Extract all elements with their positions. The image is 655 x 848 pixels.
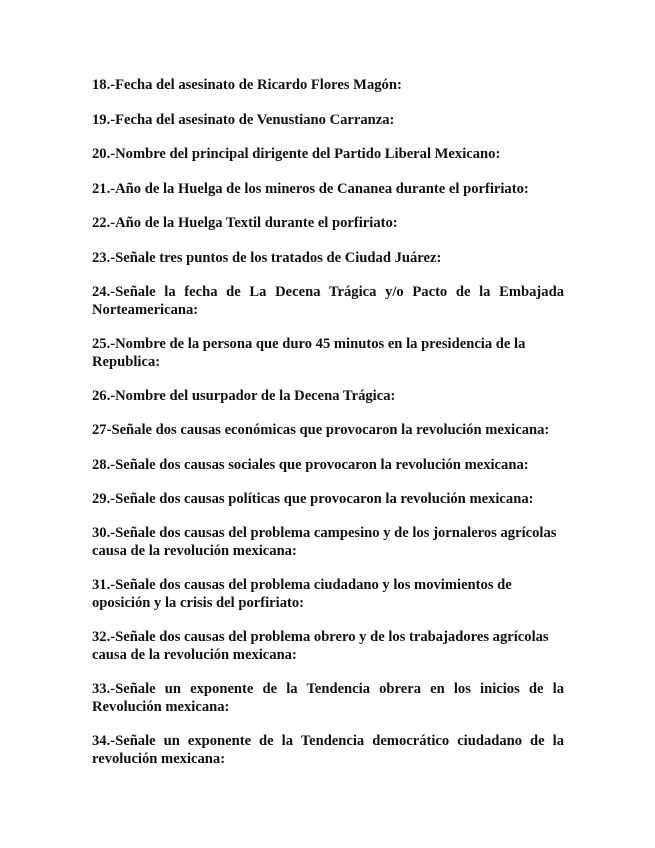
question-18: 18.-Fecha del asesinato de Ricardo Flores Magón: xyxy=(92,77,402,93)
question-28: 28.-Señale dos causas sociales que provocaron la revolución mexicana: xyxy=(92,457,529,473)
question-23: 23.-Señale tres puntos de los tratados de Ciudad Juárez: xyxy=(92,250,442,266)
question-21: 21.-Año de la Huelga de los mineros de Cananea durante el porfiriato: xyxy=(92,181,529,197)
question-25: 25.-Nombre de la persona que duro 45 minutos en la presidencia de la Republica: xyxy=(92,336,526,370)
question-20: 20.-Nombre del principal dirigente del Partido Liberal Mexicano: xyxy=(92,146,501,162)
question-32: 32.-Señale dos causas del problema obrero y de los trabajadores agrícolas causa de la revolución mexicana: xyxy=(92,629,549,663)
question-30: 30.-Señale dos causas del problema campesino y de los jornaleros agrícolas causa de la revolución mexicana: xyxy=(92,525,557,559)
question-22: 22.-Año de la Huelga Textil durante el porfiriato: xyxy=(92,215,398,231)
question-29: 29.-Señale dos causas políticas que provocaron la revolución mexicana: xyxy=(92,491,534,507)
question-33: 33.-Señale un exponente de la Tendencia obrera en los inicios de la Revolución mexicana: xyxy=(92,681,564,715)
question-27: 27-Señale dos causas económicas que provocaron la revolución mexicana: xyxy=(92,422,550,438)
question-24: 24.-Señale la fecha de La Decena Trágica y/o Pacto de la Embajada Norteamericana: xyxy=(92,284,564,318)
question-26: 26.-Nombre del usurpador de la Decena Trágica: xyxy=(92,388,396,404)
question-34: 34.-Señale un exponente de la Tendencia democrático ciudadano de la revolución mexicana: xyxy=(92,733,564,767)
question-31: 31.-Señale dos causas del problema ciudadano y los movimientos de oposición y la crisis del porfiriato: xyxy=(92,577,512,611)
question-19: 19.-Fecha del asesinato de Venustiano Carranza: xyxy=(92,112,395,128)
